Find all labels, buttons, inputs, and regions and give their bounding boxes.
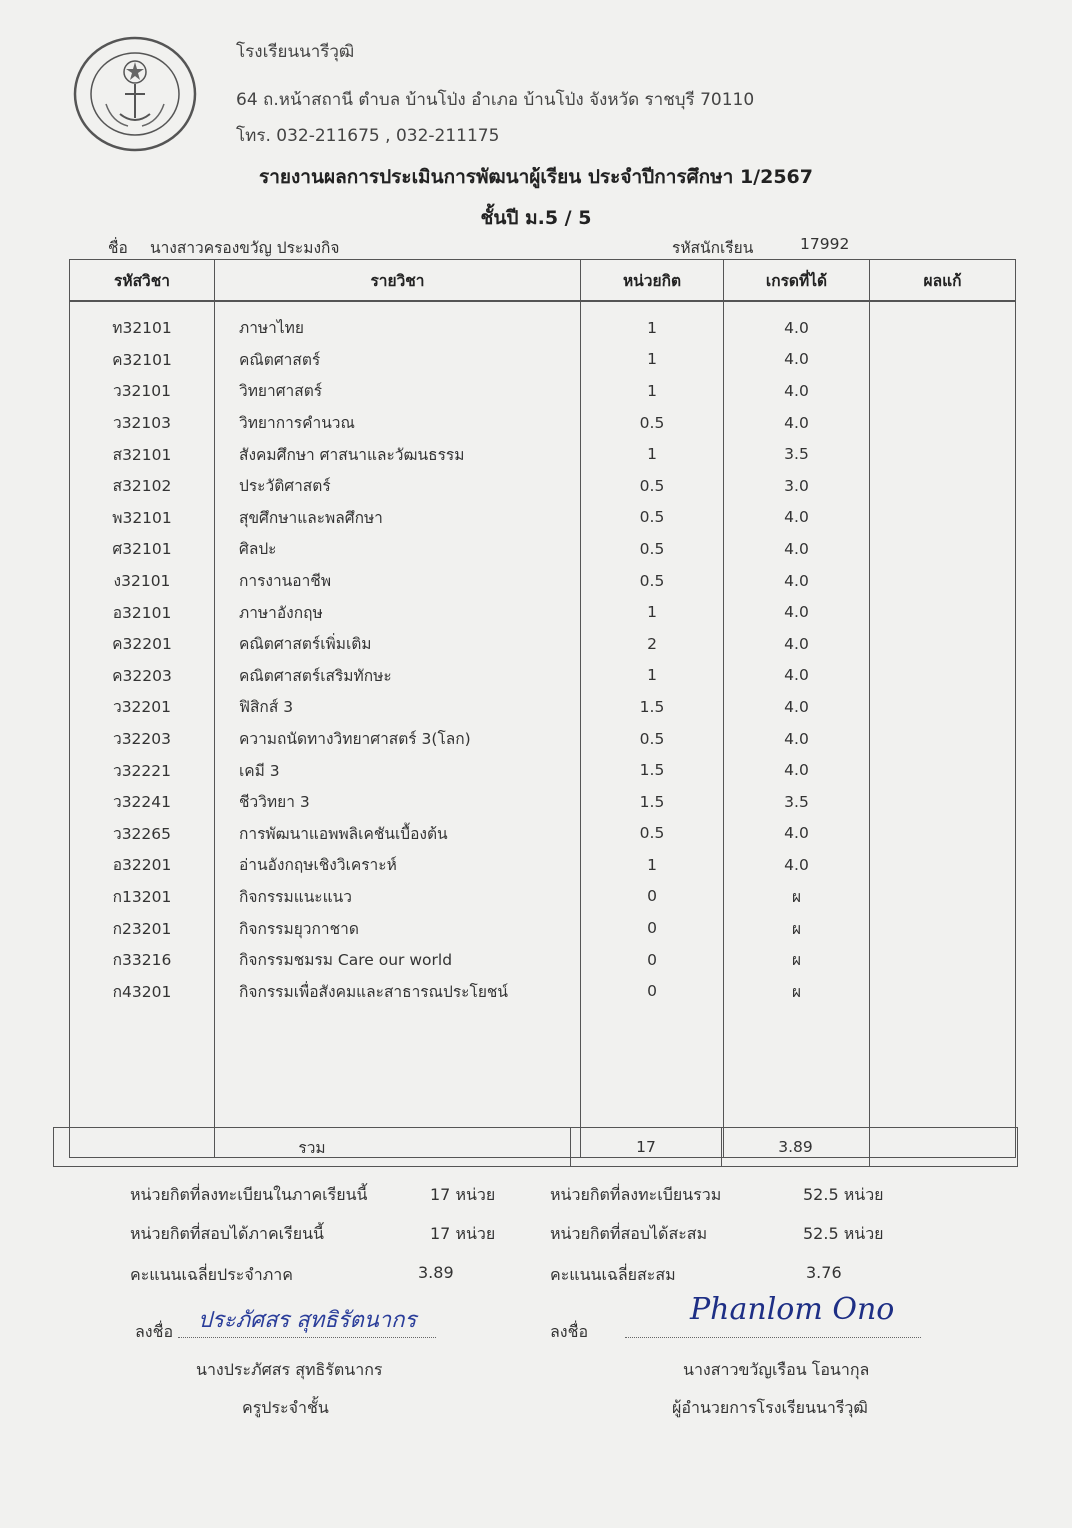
subject-name: กิจกรรมเพื่อสังคมและสาธารณประโยชน์ bbox=[215, 975, 581, 1007]
passed-total-value: 52.5 หน่วย bbox=[803, 1224, 884, 1243]
subject-code: ค32201 bbox=[70, 628, 215, 660]
subject-credit: 1.5 bbox=[581, 691, 724, 723]
subject-credit: 1.5 bbox=[581, 754, 724, 786]
subject-code: ว32241 bbox=[70, 786, 215, 818]
subject-credit: 0.5 bbox=[581, 470, 724, 502]
total-row bbox=[53, 1127, 1018, 1167]
registered-total-value: 52.5 หน่วย bbox=[803, 1185, 884, 1204]
subject-grade: 4.0 bbox=[724, 691, 870, 723]
subject-code: ง32101 bbox=[70, 565, 215, 597]
gpa-term-label: คะแนนเฉลี่ยประจำภาค bbox=[130, 1265, 293, 1284]
subject-remark bbox=[870, 407, 1016, 439]
subject-code: ว32265 bbox=[70, 818, 215, 850]
subject-grade: 4.0 bbox=[724, 565, 870, 597]
subject-code: ก23201 bbox=[70, 912, 215, 944]
subject-credit: 1 bbox=[581, 596, 724, 628]
subject-name: ชีววิทยา 3 bbox=[215, 786, 581, 818]
subject-remark bbox=[870, 628, 1016, 660]
subject-remark bbox=[870, 565, 1016, 597]
gpa-total-value: 3.76 bbox=[806, 1263, 842, 1282]
subject-name: ภาษาไทย bbox=[215, 301, 581, 344]
subject-remark bbox=[870, 754, 1016, 786]
subject-remark bbox=[870, 849, 1016, 881]
subject-code: ว32221 bbox=[70, 754, 215, 786]
gpa-total-label: คะแนนเฉลี่ยสะสม bbox=[550, 1265, 676, 1284]
table-row bbox=[70, 470, 1016, 502]
subject-credit: 2 bbox=[581, 628, 724, 660]
report-title: รายงานผลการประเมินการพัฒนาผู้เรียน ประจำปีการศึกษา 1/2567 bbox=[259, 166, 813, 188]
registered-term-label: หน่วยกิตที่ลงทะเบียนในภาคเรียนนี้ bbox=[130, 1185, 368, 1204]
subject-credit: 1 bbox=[581, 438, 724, 470]
subject-name: กิจกรรมชมรม Care our world bbox=[215, 944, 581, 976]
subject-name: วิทยาการคำนวณ bbox=[215, 407, 581, 439]
table-row bbox=[70, 438, 1016, 470]
table-row bbox=[70, 881, 1016, 913]
table-row bbox=[70, 502, 1016, 534]
subject-remark bbox=[870, 301, 1016, 344]
subject-name: ความถนัดทางวิทยาศาสตร์ 3(โลก) bbox=[215, 723, 581, 755]
header-credit: หน่วยกิต bbox=[581, 260, 724, 302]
subject-code: พ32101 bbox=[70, 502, 215, 534]
subject-grade: 4.0 bbox=[724, 754, 870, 786]
director-sign-line bbox=[625, 1335, 921, 1338]
header-subject: รายวิชา bbox=[215, 260, 581, 302]
subject-remark bbox=[870, 375, 1016, 407]
subject-credit: 0.5 bbox=[581, 565, 724, 597]
subject-name: ฟิสิกส์ 3 bbox=[215, 691, 581, 723]
subject-grade: ผ bbox=[724, 944, 870, 976]
subject-grade: ผ bbox=[724, 912, 870, 944]
subject-code: อ32201 bbox=[70, 849, 215, 881]
subject-remark bbox=[870, 691, 1016, 723]
subject-grade: 4.0 bbox=[724, 660, 870, 692]
subject-code: ว32203 bbox=[70, 723, 215, 755]
subject-credit: 0 bbox=[581, 912, 724, 944]
school-address: 64 ถ.หน้าสถานี ตำบล บ้านโป่ง อำเภอ บ้านโป่ง จังหวัด ราชบุรี 70110 bbox=[236, 90, 755, 110]
registered-total-label: หน่วยกิตที่ลงทะเบียนรวม bbox=[550, 1185, 722, 1204]
subject-remark bbox=[870, 912, 1016, 944]
table-row bbox=[70, 407, 1016, 439]
table-row bbox=[70, 596, 1016, 628]
subject-grade: 3.5 bbox=[724, 786, 870, 818]
subject-remark bbox=[870, 502, 1016, 534]
subject-grade: 3.0 bbox=[724, 470, 870, 502]
student-id-label: รหัสนักเรียน bbox=[672, 239, 754, 257]
subject-grade: 4.0 bbox=[724, 375, 870, 407]
table-row bbox=[70, 786, 1016, 818]
subject-name: คณิตศาสตร์เพิ่มเติม bbox=[215, 628, 581, 660]
subject-credit: 0.5 bbox=[581, 407, 724, 439]
subject-grade: 4.0 bbox=[724, 301, 870, 344]
header-code: รหัสวิชา bbox=[70, 260, 215, 302]
subject-code: ก13201 bbox=[70, 881, 215, 913]
subject-name: การพัฒนาแอพพลิเคชันเบื้องต้น bbox=[215, 818, 581, 850]
subject-credit: 0.5 bbox=[581, 818, 724, 850]
subject-name: สังคมศึกษา ศาสนาและวัฒนธรรม bbox=[215, 438, 581, 470]
subject-remark bbox=[870, 470, 1016, 502]
student-id: 17992 bbox=[800, 235, 850, 253]
total-grade: 3.89 bbox=[722, 1128, 870, 1166]
subject-remark bbox=[870, 786, 1016, 818]
subject-code: ส32101 bbox=[70, 438, 215, 470]
director-sign-label: ลงชื่อ bbox=[550, 1322, 589, 1341]
subject-name: ภาษาอังกฤษ bbox=[215, 596, 581, 628]
subject-grade: 4.0 bbox=[724, 407, 870, 439]
subject-code: ท32101 bbox=[70, 301, 215, 344]
table-row bbox=[70, 565, 1016, 597]
table-row bbox=[70, 691, 1016, 723]
subject-name: ประวัติศาสตร์ bbox=[215, 470, 581, 502]
total-label: รวม bbox=[54, 1128, 571, 1166]
table-row bbox=[70, 660, 1016, 692]
subject-name: คณิตศาสตร์ bbox=[215, 344, 581, 376]
subject-grade: ผ bbox=[724, 975, 870, 1007]
school-seal-icon bbox=[70, 34, 200, 154]
director-role: ผู้อำนวยการโรงเรียนนารีวุฒิ bbox=[672, 1398, 868, 1417]
subject-remark bbox=[870, 344, 1016, 376]
table-row bbox=[70, 944, 1016, 976]
subject-credit: 0.5 bbox=[581, 723, 724, 755]
director-signature: Phanlom Ono bbox=[690, 1292, 895, 1327]
table-row bbox=[70, 628, 1016, 660]
subject-remark bbox=[870, 596, 1016, 628]
grade-table-body bbox=[70, 301, 1016, 1158]
table-row bbox=[70, 375, 1016, 407]
subject-remark bbox=[870, 660, 1016, 692]
subject-code: ก43201 bbox=[70, 975, 215, 1007]
total-remark bbox=[870, 1128, 1016, 1166]
total-credit: 17 bbox=[571, 1128, 722, 1166]
subject-code: ว32103 bbox=[70, 407, 215, 439]
registered-term-value: 17 หน่วย bbox=[430, 1185, 496, 1204]
subject-credit: 0 bbox=[581, 944, 724, 976]
subject-grade: 4.0 bbox=[724, 849, 870, 881]
student-name: นางสาวครองขวัญ ประมงกิจ bbox=[150, 239, 340, 257]
subject-name: กิจกรรมแนะแนว bbox=[215, 881, 581, 913]
table-row bbox=[70, 533, 1016, 565]
subject-remark bbox=[870, 975, 1016, 1007]
subject-name: อ่านอังกฤษเชิงวิเคราะห์ bbox=[215, 849, 581, 881]
subject-name: คณิตศาสตร์เสริมทักษะ bbox=[215, 660, 581, 692]
subject-grade: 4.0 bbox=[724, 502, 870, 534]
teacher-name: นางประภัศสร สุทธิรัตนากร bbox=[196, 1360, 383, 1379]
subject-grade: 4.0 bbox=[724, 533, 870, 565]
passed-term-label: หน่วยกิตที่สอบได้ภาคเรียนนี้ bbox=[130, 1224, 324, 1243]
subject-name: เคมี 3 bbox=[215, 754, 581, 786]
table-row bbox=[70, 723, 1016, 755]
table-row bbox=[70, 912, 1016, 944]
table-row bbox=[70, 849, 1016, 881]
subject-grade: 4.0 bbox=[724, 344, 870, 376]
grade-table bbox=[69, 259, 1016, 1158]
subject-credit: 0.5 bbox=[581, 502, 724, 534]
subject-remark bbox=[870, 533, 1016, 565]
subject-grade: 4.0 bbox=[724, 596, 870, 628]
subject-remark bbox=[870, 818, 1016, 850]
school-name: โรงเรียนนารีวุฒิ bbox=[236, 42, 355, 62]
header-grade: เกรดที่ได้ bbox=[724, 260, 870, 302]
subject-credit: 1.5 bbox=[581, 786, 724, 818]
subject-grade: 3.5 bbox=[724, 438, 870, 470]
school-phone: โทร. 032-211675 , 032-211175 bbox=[236, 126, 500, 146]
subject-code: ส32102 bbox=[70, 470, 215, 502]
table-row bbox=[70, 975, 1016, 1007]
table-row bbox=[70, 754, 1016, 786]
subject-name: วิทยาศาสตร์ bbox=[215, 375, 581, 407]
subject-code: ก33216 bbox=[70, 944, 215, 976]
subject-grade: 4.0 bbox=[724, 628, 870, 660]
subject-credit: 1 bbox=[581, 375, 724, 407]
subject-code: ศ32101 bbox=[70, 533, 215, 565]
subject-credit: 0 bbox=[581, 881, 724, 913]
table-row bbox=[70, 344, 1016, 376]
subject-remark bbox=[870, 944, 1016, 976]
student-name-label: ชื่อ bbox=[108, 239, 128, 257]
subject-code: ค32203 bbox=[70, 660, 215, 692]
subject-remark bbox=[870, 438, 1016, 470]
header-remark: ผลแก้ bbox=[870, 260, 1016, 302]
subject-code: ว32201 bbox=[70, 691, 215, 723]
subject-credit: 1 bbox=[581, 660, 724, 692]
teacher-signature: ประภัศสร สุทธิรัตนากร bbox=[198, 1308, 417, 1333]
subject-name: สุขศึกษาและพลศึกษา bbox=[215, 502, 581, 534]
passed-term-value: 17 หน่วย bbox=[430, 1224, 496, 1243]
subject-name: การงานอาชีพ bbox=[215, 565, 581, 597]
gpa-term-value: 3.89 bbox=[418, 1263, 454, 1282]
teacher-sign-label: ลงชื่อ bbox=[135, 1322, 174, 1341]
subject-grade: ผ bbox=[724, 881, 870, 913]
subject-code: ว32101 bbox=[70, 375, 215, 407]
subject-grade: 4.0 bbox=[724, 818, 870, 850]
teacher-role: ครูประจำชั้น bbox=[242, 1398, 329, 1417]
subject-name: ศิลปะ bbox=[215, 533, 581, 565]
subject-grade: 4.0 bbox=[724, 723, 870, 755]
table-row bbox=[70, 301, 1016, 344]
passed-total-label: หน่วยกิตที่สอบได้สะสม bbox=[550, 1224, 708, 1243]
subject-credit: 1 bbox=[581, 849, 724, 881]
subject-code: ค32101 bbox=[70, 344, 215, 376]
table-row bbox=[70, 818, 1016, 850]
subject-credit: 1 bbox=[581, 344, 724, 376]
subject-remark bbox=[870, 723, 1016, 755]
subject-credit: 1 bbox=[581, 301, 724, 344]
subject-credit: 0 bbox=[581, 975, 724, 1007]
subject-credit: 0.5 bbox=[581, 533, 724, 565]
subject-code: อ32101 bbox=[70, 596, 215, 628]
director-name: นางสาวขวัญเรือน โอนากุล bbox=[683, 1360, 870, 1379]
subject-remark bbox=[870, 881, 1016, 913]
subject-name: กิจกรรมยุวกาชาด bbox=[215, 912, 581, 944]
report-class: ชั้นปี ม.5 / 5 bbox=[480, 207, 592, 229]
